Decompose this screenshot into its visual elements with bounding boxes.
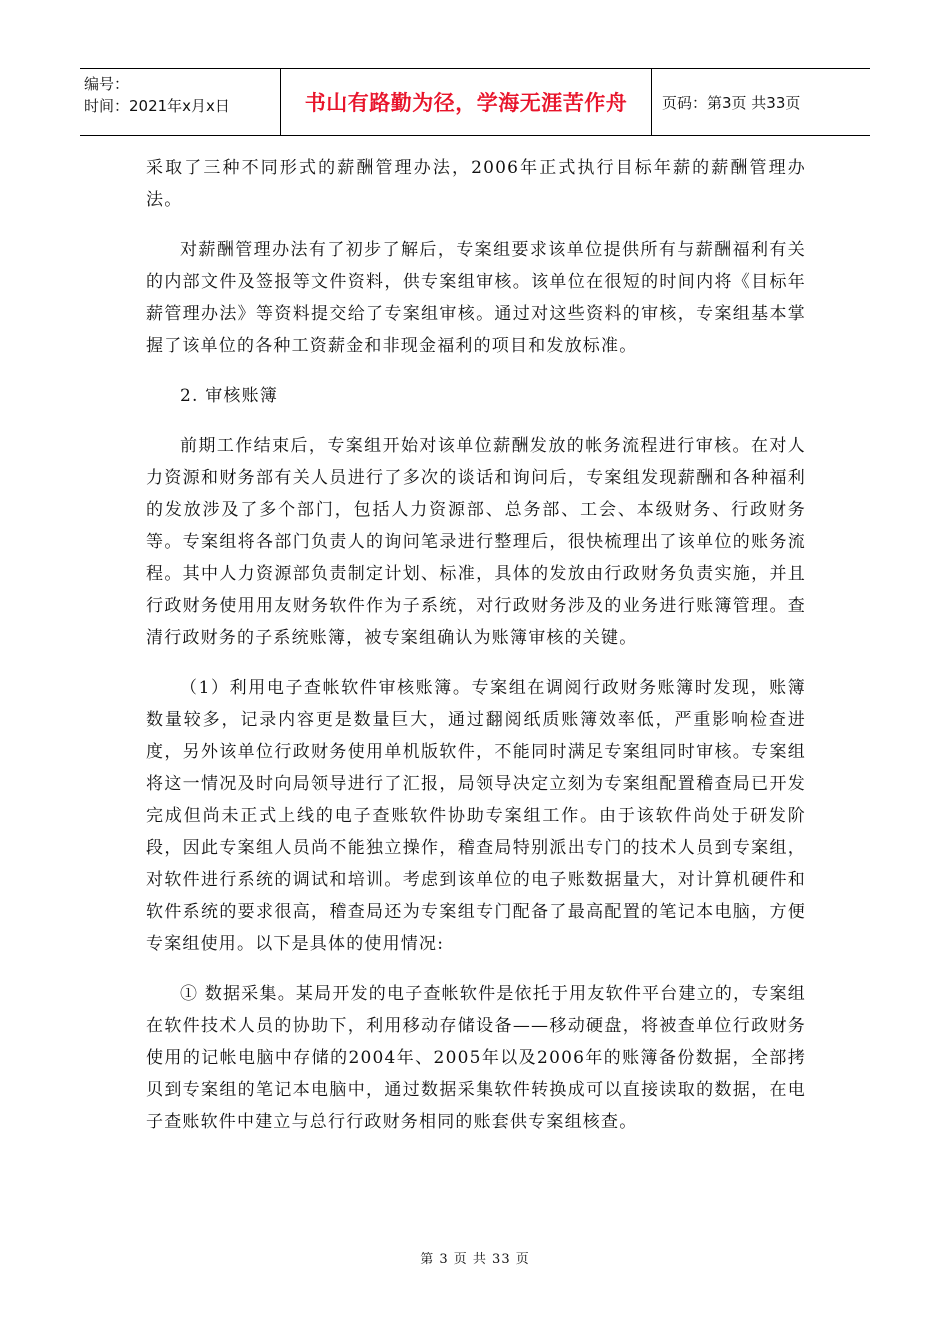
document-body (146, 152, 806, 1156)
page-footer (0, 1248, 950, 1267)
paragraph: ① 数据采集。某局开发的电子查帐软件是依托于用友软件平台建立的，专案组在软件技术人员的协助下，利用移动存储设备——移动硬盘，将被查单位行政财务使用的记帐电脑中存储的2004年、2005年以及2006年的账簿备份数据，全部拷贝到专案组的笔记本电脑中，通过数据采集软件转换成可以直接读取的数据，在电子查账软件中建立与总行行政财务相同的账套供专案组核查。 (146, 984, 806, 1132)
header-motto-cell (280, 69, 652, 135)
header-page-code-cell (652, 69, 870, 135)
doc-number-label: 编号： (84, 75, 130, 93)
paragraph-continued: 采取了三种不同形式的薪酬管理办法，2006年正式执行目标年薪的薪酬管理办法。 (146, 158, 806, 210)
page-header (80, 68, 870, 136)
doc-time-label: 时间：2021年x月x日 (84, 97, 230, 115)
paragraph: （1）利用电子查帐软件审核账簿。专案组在调阅行政财务账簿时发现，账簿数量较多，记录内容更是数量巨大，通过翻阅纸质账簿效率低，严重影响检查进度，另外该单位行政财务使用单机版软件，不能同时满足专案组同时审核。专案组将这一情况及时向局领导进行了汇报，局领导决定立刻为专案组配置稽查局已开发完成但尚未正式上线的电子查账软件协助专案组工作。由于该软件尚处于研发阶段，因此专案组人员尚不能独立操作，稽查局特别派出专门的技术人员到专案组，对软件进行系统的调试和培训。考虑到该单位的电子账数据量大，对计算机硬件和软件系统的要求很高，稽查局还为专案组专门配备了最高配置的笔记本电脑，方便专案组使用。以下是具体的使用情况: (146, 678, 806, 954)
header-meta (80, 69, 280, 135)
footer-page-number: 第 3 页 共 33 页 (420, 1252, 530, 1267)
header-motto: 书山有路勤为径，学海无涯苦作舟 (304, 91, 628, 115)
header-page-code: 页码：第3页 共33页 (662, 93, 801, 112)
section-heading: 2. 审核账簿 (180, 386, 279, 406)
paragraph: 对薪酬管理办法有了初步了解后，专案组要求该单位提供所有与薪酬福利有关的内部文件及签报等文件资料，供专案组审核。该单位在很短的时间内将《目标年薪管理办法》等资料提交给了专案组审核。通过对这些资料的审核，专案组基本掌握了该单位的各种工资薪金和非现金福利的项目和发放标准。 (146, 240, 806, 356)
paragraph: 前期工作结束后，专案组开始对该单位薪酬发放的帐务流程进行审核。在对人力资源和财务部有关人员进行了多次的谈话和询问后，专案组发现薪酬和各种福利的发放涉及了多个部门，包括人力资源部、总务部、工会、本级财务、行政财务等。专案组将各部门负责人的询问笔录进行整理后，很快梳理出了该单位的账务流程。其中人力资源部负责制定计划、标准，具体的发放由行政财务负责实施，并且行政财务使用用友财务软件作为子系统，对行政财务涉及的业务进行账簿管理。查清行政财务的子系统账簿，被专案组确认为账簿审核的关键。 (146, 436, 806, 648)
